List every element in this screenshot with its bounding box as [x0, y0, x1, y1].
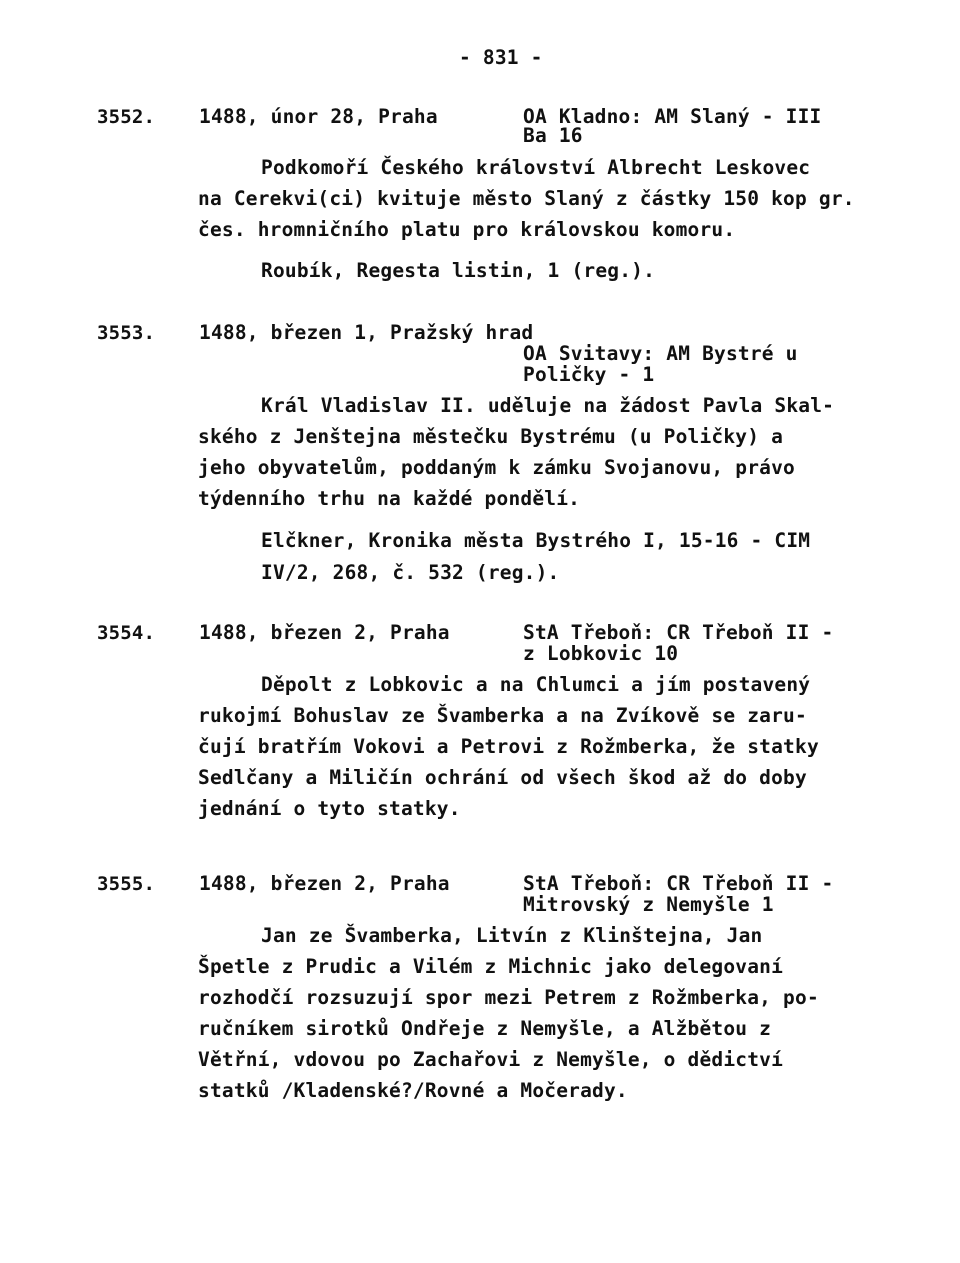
entry-number: 3553.: [97, 322, 156, 344]
entry-reference: Elčkner, Kronika města Bystrého I, 15-16 - CIM: [261, 529, 811, 552]
entry-body-line: jednání o tyto statky.: [198, 797, 461, 820]
entry-body-line: Jan ze Švamberka, Litvín z Klinštejna, Jan: [261, 924, 763, 947]
entry-body-line: na Cerekvi(ci) kvituje město Slaný z částky 150 kop gr.: [198, 187, 855, 210]
entry-number: 3555.: [97, 873, 156, 895]
entry-source-line: OA Svitavy: AM Bystré u: [523, 342, 798, 365]
entry-body-line: Děpolt z Lobkovic a na Chlumci a jím postavený: [261, 673, 811, 696]
entry-body-line: Král Vladislav II. uděluje na žádost Pavla Skal-: [261, 394, 835, 417]
entry-number: 3552.: [97, 106, 156, 128]
entry-reference: Roubík, Regesta listin, 1 (reg.).: [261, 259, 656, 282]
entry-date: 1488, březen 2, Praha: [199, 872, 450, 895]
entry-source-line: OA Kladno: AM Slaný - III: [523, 105, 822, 128]
entry-body-line: Špetle z Prudic a Vilém z Michnic jako delegovaní: [198, 955, 784, 978]
entry-source-line: Mitrovský z Nemyšle 1: [523, 893, 774, 916]
page-number: - 831 -: [459, 46, 543, 69]
entry-body-line: Větřní, vdovou po Zachařovi z Nemyšle, o dědictví: [198, 1048, 784, 1071]
entry-date: 1488, březen 1, Pražský hrad: [199, 321, 534, 344]
entry-date: 1488, březen 2, Praha: [199, 621, 450, 644]
entry-body-line: ručníkem sirotků Ondřeje z Nemyšle, a Alžbětou z: [198, 1017, 772, 1040]
entry-body-line: čes. hromničního platu pro královskou komoru.: [198, 218, 736, 241]
entry-body-line: statků /Kladenské?/Rovné a Močerady.: [198, 1079, 628, 1102]
entry-body-line: Podkomoří Českého království Albrecht Leskovec: [261, 156, 811, 179]
entry-body-line: rozhodčí rozsuzují spor mezi Petrem z Rožmberka, po-: [198, 986, 819, 1009]
entry-body-line: jeho obyvatelům, poddaným k zámku Svojanovu, právo: [198, 456, 795, 479]
entry-source-line: StA Třeboň: CR Třeboň II -: [523, 621, 834, 644]
entry-number: 3554.: [97, 622, 156, 644]
entry-source-line: Poličky - 1: [523, 363, 655, 386]
entry-body-line: čují bratřím Vokovi a Petrovi z Rožmberka, že statky: [198, 735, 819, 758]
entry-body-line: Sedlčany a Miličín ochrání od všech škod až do doby: [198, 766, 807, 789]
entry-reference: IV/2, 268, č. 532 (reg.).: [261, 561, 560, 584]
entry-source-line: z Lobkovic 10: [523, 642, 679, 665]
entry-date: 1488, únor 28, Praha: [199, 105, 438, 128]
entry-body-line: týdenního trhu na každé pondělí.: [198, 487, 581, 510]
entry-body-line: ského z Jenštejna městečku Bystrému (u Poličky) a: [198, 425, 784, 448]
entry-body-line: rukojmí Bohuslav ze Švamberka a na Zvíkově se zaru-: [198, 704, 807, 727]
entry-source-line: Ba 16: [523, 124, 583, 147]
entry-source-line: StA Třeboň: CR Třeboň II -: [523, 872, 834, 895]
